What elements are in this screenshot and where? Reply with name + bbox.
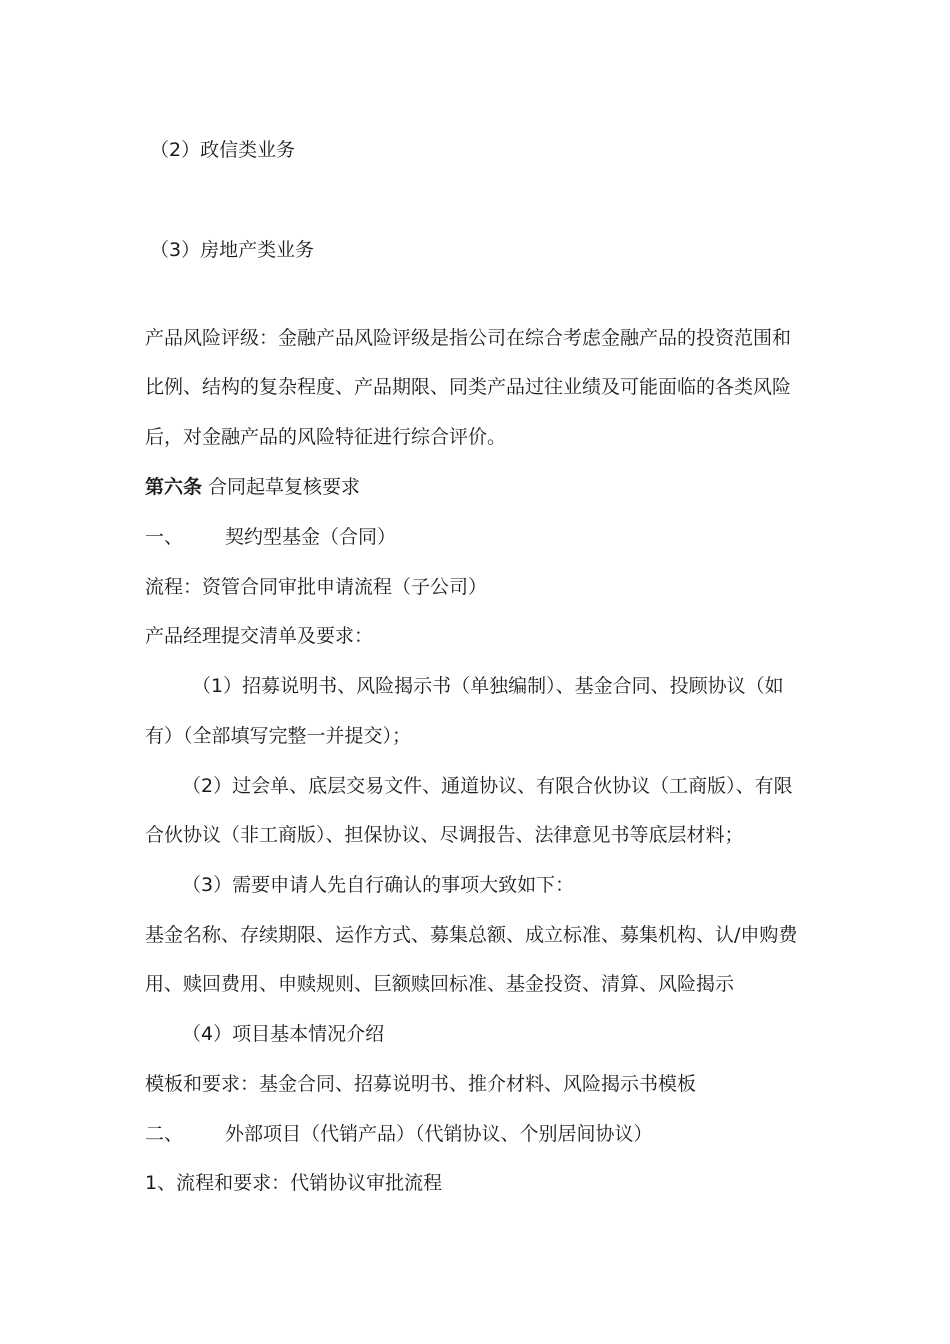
paragraph-line: 产品风险评级：金融产品风险评级是指公司在综合考虑金融产品的投资范围和 [145,327,792,349]
list-item: （3）需要申请人先自行确认的事项大致如下： [182,874,575,896]
article-heading [145,474,360,500]
list-item-continuation: 合伙协议（非工商版）、担保协议、尽调报告、法律意见书等底层材料； [145,824,744,846]
paragraph-line: 产品经理提交清单及要求： [145,625,374,647]
paragraph-line: 模板和要求：基金合同、招募说明书、推介材料、风险揭示书模板 [145,1073,697,1095]
list-item: （4）项目基本情况介绍 [182,1023,385,1045]
article-number: 第六条 [145,476,203,498]
section-heading-one [145,524,396,550]
paragraph-line: 1、流程和要求：代销协议审批流程 [145,1172,443,1194]
section-title: 外部项目（代销产品）（代销协议、个别居间协议） [225,1123,653,1145]
section-heading-two [145,1121,653,1147]
paragraph-line: 用、赎回费用、申赎规则、巨额赎回标准、基金投资、清算、风险揭示 [145,973,735,995]
list-item: （1）招募说明书、风险揭示书（单独编制）、基金合同、投顾协议（如 [192,675,784,697]
section-title: 契约型基金（合同） [225,526,397,548]
paragraph-line: 基金名称、存续期限、运作方式、募集总额、成立标准、募集机构、认/申购费 [145,924,798,946]
item-real-estate: （3）房地产类业务 [150,239,315,261]
list-item-continuation: 有）（全部填写完整一并提交）； [145,725,412,747]
item-zhengxin: （2）政信类业务 [150,139,296,161]
paragraph-line: 后，对金融产品的风险特征进行综合评价。 [145,426,507,448]
paragraph-line: 流程：资管合同审批申请流程（子公司） [145,576,488,598]
section-number: 二、 [145,1123,184,1145]
list-item: （2）过会单、底层交易文件、通道协议、有限合伙协议（工商版）、有限 [182,775,793,797]
paragraph-line: 比例、结构的复杂程度、产品期限、同类产品过往业绩及可能面临的各类风险 [145,376,792,398]
section-number: 一、 [145,526,184,548]
article-title: 合同起草复核要求 [202,476,361,498]
